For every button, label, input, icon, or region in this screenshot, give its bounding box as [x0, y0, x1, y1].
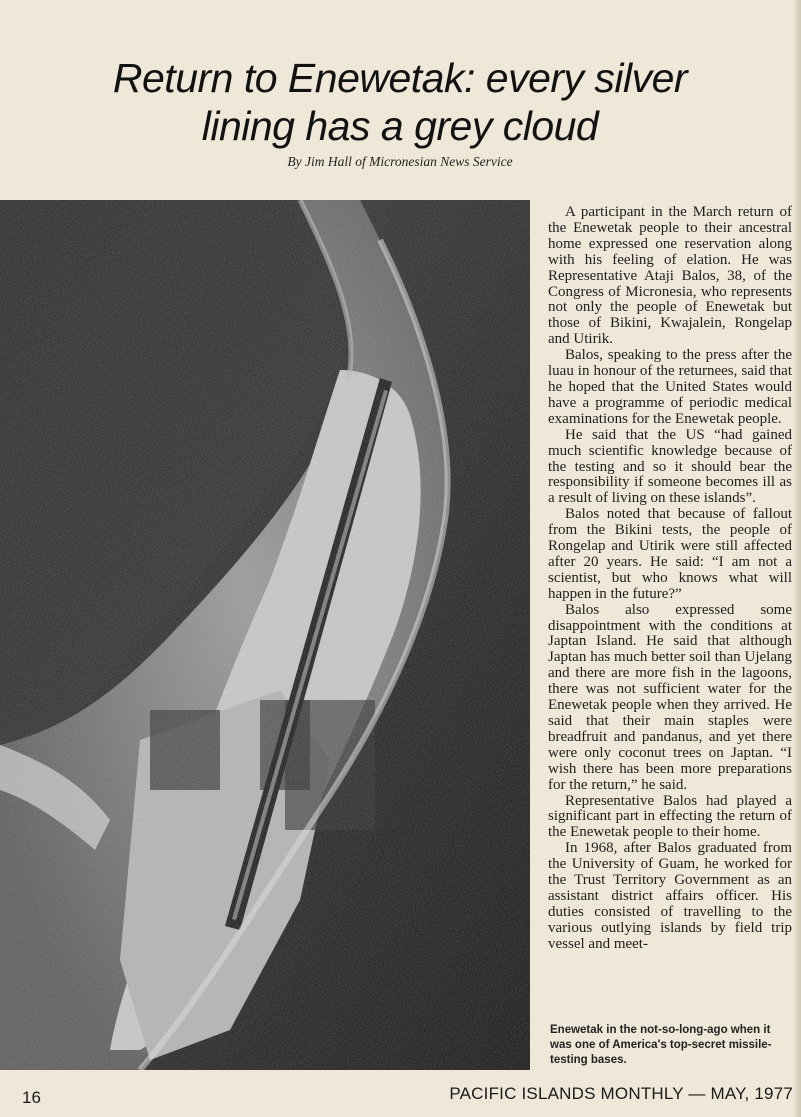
article-title-line-2: lining has a grey cloud — [201, 103, 599, 150]
page-number: 16 — [22, 1088, 41, 1107]
article-paragraph: A participant in the March return of the Enewetak people to their ancestral home expressed one reservation along with his feeling of elation. He was Representative Ataji Balos, 38, of the Congress of Micronesia, who represents not only the people of Enewetak but those of Bikini, Kwajalein, Rongelap and Utirik. — [548, 204, 792, 348]
article-paragraph: Balos noted that because of fallout from the Bikini tests, the people of Rongelap and Utirik were still affected after 20 years. He said: “I am not a scientist, but who knows what will happen in the future?” — [548, 506, 792, 602]
article-title — [40, 54, 760, 151]
running-footer: PACIFIC ISLANDS MONTHLY — MAY, 1977 — [449, 1084, 793, 1103]
article-paragraph: Balos, speaking to the press after the luau in honour of the returnees, said that he hoped that the United States would have a programme of periodic medical examinations for the Enewetak people. — [548, 347, 792, 427]
aerial-photo-enewetak — [0, 200, 530, 1070]
article-title-line-1: Return to Enewetak: every silver — [112, 55, 688, 101]
aerial-photo-graphic — [0, 200, 530, 1070]
article-paragraph: Representative Balos had played a significant part in effecting the return of the Enewetak people to their home. — [548, 792, 792, 841]
article-paragraph: He said that the US “had gained much scientific knowledge because of the testing and so it should bear the responsibility if someone becomes ill as a result of living on these islands”. — [548, 426, 792, 507]
byline: By Jim Hall of Micronesian News Service — [287, 154, 513, 169]
photo-caption: Enewetak in the not-so-long-ago when it was one of America's top-secret missile-testing bases. — [550, 1024, 772, 1066]
article-body — [548, 205, 792, 953]
article-paragraph: In 1968, after Balos graduated from the University of Guam, he worked for the Trust Territory Government as an assistant district affairs officer. His duties consisted of travelling to the various outlying islands by field trip vessel and meet- — [548, 840, 792, 952]
article-paragraph: Balos also expressed some disappointment with the conditions at Japtan Island. He said that although Japtan has much better soil than Ujelang and there are more fish in the lagoons, there was not sufficient water for the Enewetak people when they arrived. He said that their main staples were breadfruit and pandanus, and yet there were only coconut trees on Japtan. “I wish there has been more preparations for the return,” he said. — [548, 601, 792, 793]
page-edge — [795, 0, 801, 1117]
